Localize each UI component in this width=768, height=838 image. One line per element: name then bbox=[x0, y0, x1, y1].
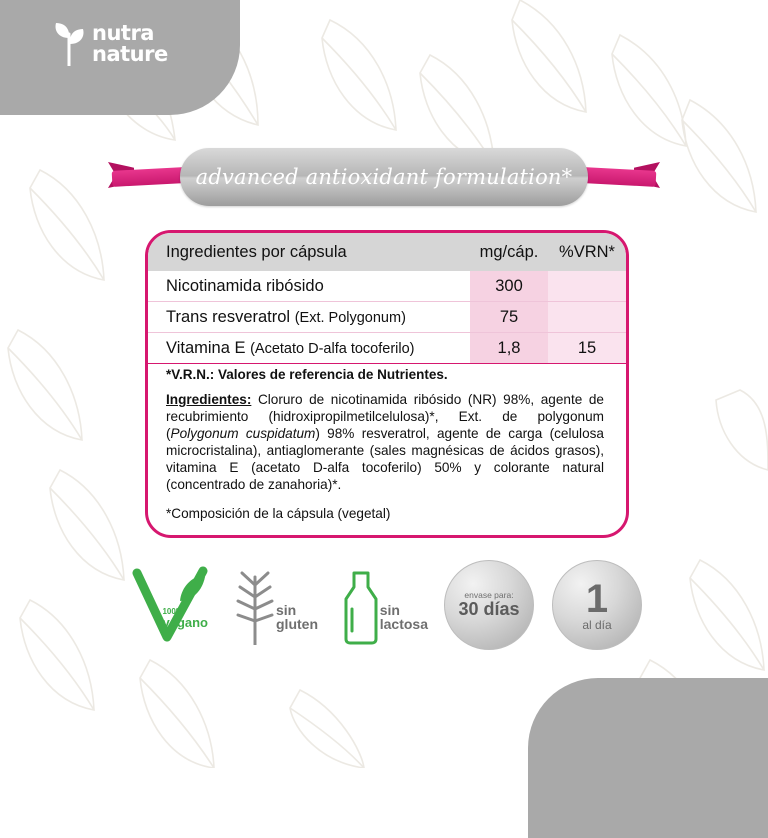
brand-logo bbox=[52, 22, 168, 66]
ingredients-text bbox=[148, 388, 626, 498]
row-vrn bbox=[548, 302, 626, 332]
badge-package-duration bbox=[444, 560, 534, 650]
banner-area bbox=[0, 148, 768, 208]
bottom-right-grey-shape bbox=[528, 678, 768, 838]
vegan-check-icon bbox=[127, 565, 213, 645]
row-mg: 300 bbox=[470, 271, 548, 301]
badge-daily-dose bbox=[552, 560, 642, 650]
ingredients-part-1: Cloruro de nicotinamida ribósido (NR) 98%, agente de recubrimiento (hidroxipropilmetilcelulosa)*, Ext. de polygonum ( bbox=[166, 392, 604, 441]
gluten-free-label: sin gluten bbox=[276, 602, 318, 632]
package-duration-value: 30 días bbox=[458, 599, 520, 620]
row-name: Nicotinamida ribósido bbox=[166, 276, 324, 295]
vegan-label: 100% vegano bbox=[162, 607, 208, 630]
header-vrn: %VRN* bbox=[559, 242, 615, 261]
header-mg: mg/cáp. bbox=[479, 242, 539, 261]
row-mg: 1,8 bbox=[470, 333, 548, 363]
brand-name-line2: nature bbox=[92, 42, 168, 66]
vrn-note: *V.R.N.: Valores de referencia de Nutrientes. bbox=[148, 363, 626, 388]
nutrition-table-body bbox=[148, 271, 626, 363]
ingredients-label: Ingredientes: bbox=[166, 392, 252, 407]
row-vrn bbox=[548, 271, 626, 301]
row-name: Vitamina E (Acetato D-alfa tocoferilo) bbox=[166, 338, 415, 357]
badge-lactose-free bbox=[338, 561, 426, 649]
brand-name-line1: nutra bbox=[92, 20, 154, 45]
row-vrn: 15 bbox=[548, 333, 626, 363]
nutrition-panel bbox=[145, 230, 629, 538]
badge-gluten-free bbox=[232, 561, 320, 649]
badge-row bbox=[0, 550, 768, 660]
daily-dose-value: 1 bbox=[585, 576, 609, 621]
wheat-icon bbox=[234, 567, 276, 647]
daily-dose-caption: al día bbox=[582, 617, 612, 632]
nutrition-table-header bbox=[148, 233, 626, 271]
ingredients-part-2: ) 98% resveratrol, agente de carga (celulosa microcristalina), antiaglomerante (sales magnésicas de ácidos grasos), vitamina E (acetato D-alfa tocoferilo) 50% y colorante natural (concentrado de zanahoria)*. bbox=[166, 425, 604, 492]
package-duration-caption: envase para: bbox=[464, 590, 514, 601]
capsule-note: *Composición de la cápsula (vegetal) bbox=[166, 505, 391, 521]
header-ingredients: Ingredientes por cápsula bbox=[166, 242, 347, 261]
table-row bbox=[148, 271, 626, 302]
table-row bbox=[148, 333, 626, 363]
banner-plate bbox=[180, 148, 588, 206]
lactose-free-label: sin lactosa bbox=[379, 602, 428, 632]
leaf-sprout-icon bbox=[52, 22, 86, 66]
ingredients-latin-name: Polygonum cuspidatum bbox=[170, 425, 316, 441]
banner-text: advanced antioxidant formulation* bbox=[195, 165, 573, 189]
milk-bottle-icon bbox=[338, 569, 384, 645]
badge-vegan bbox=[126, 561, 214, 649]
row-name: Trans resveratrol (Ext. Polygonum) bbox=[166, 307, 406, 326]
row-mg: 75 bbox=[470, 302, 548, 332]
table-row bbox=[148, 302, 626, 333]
